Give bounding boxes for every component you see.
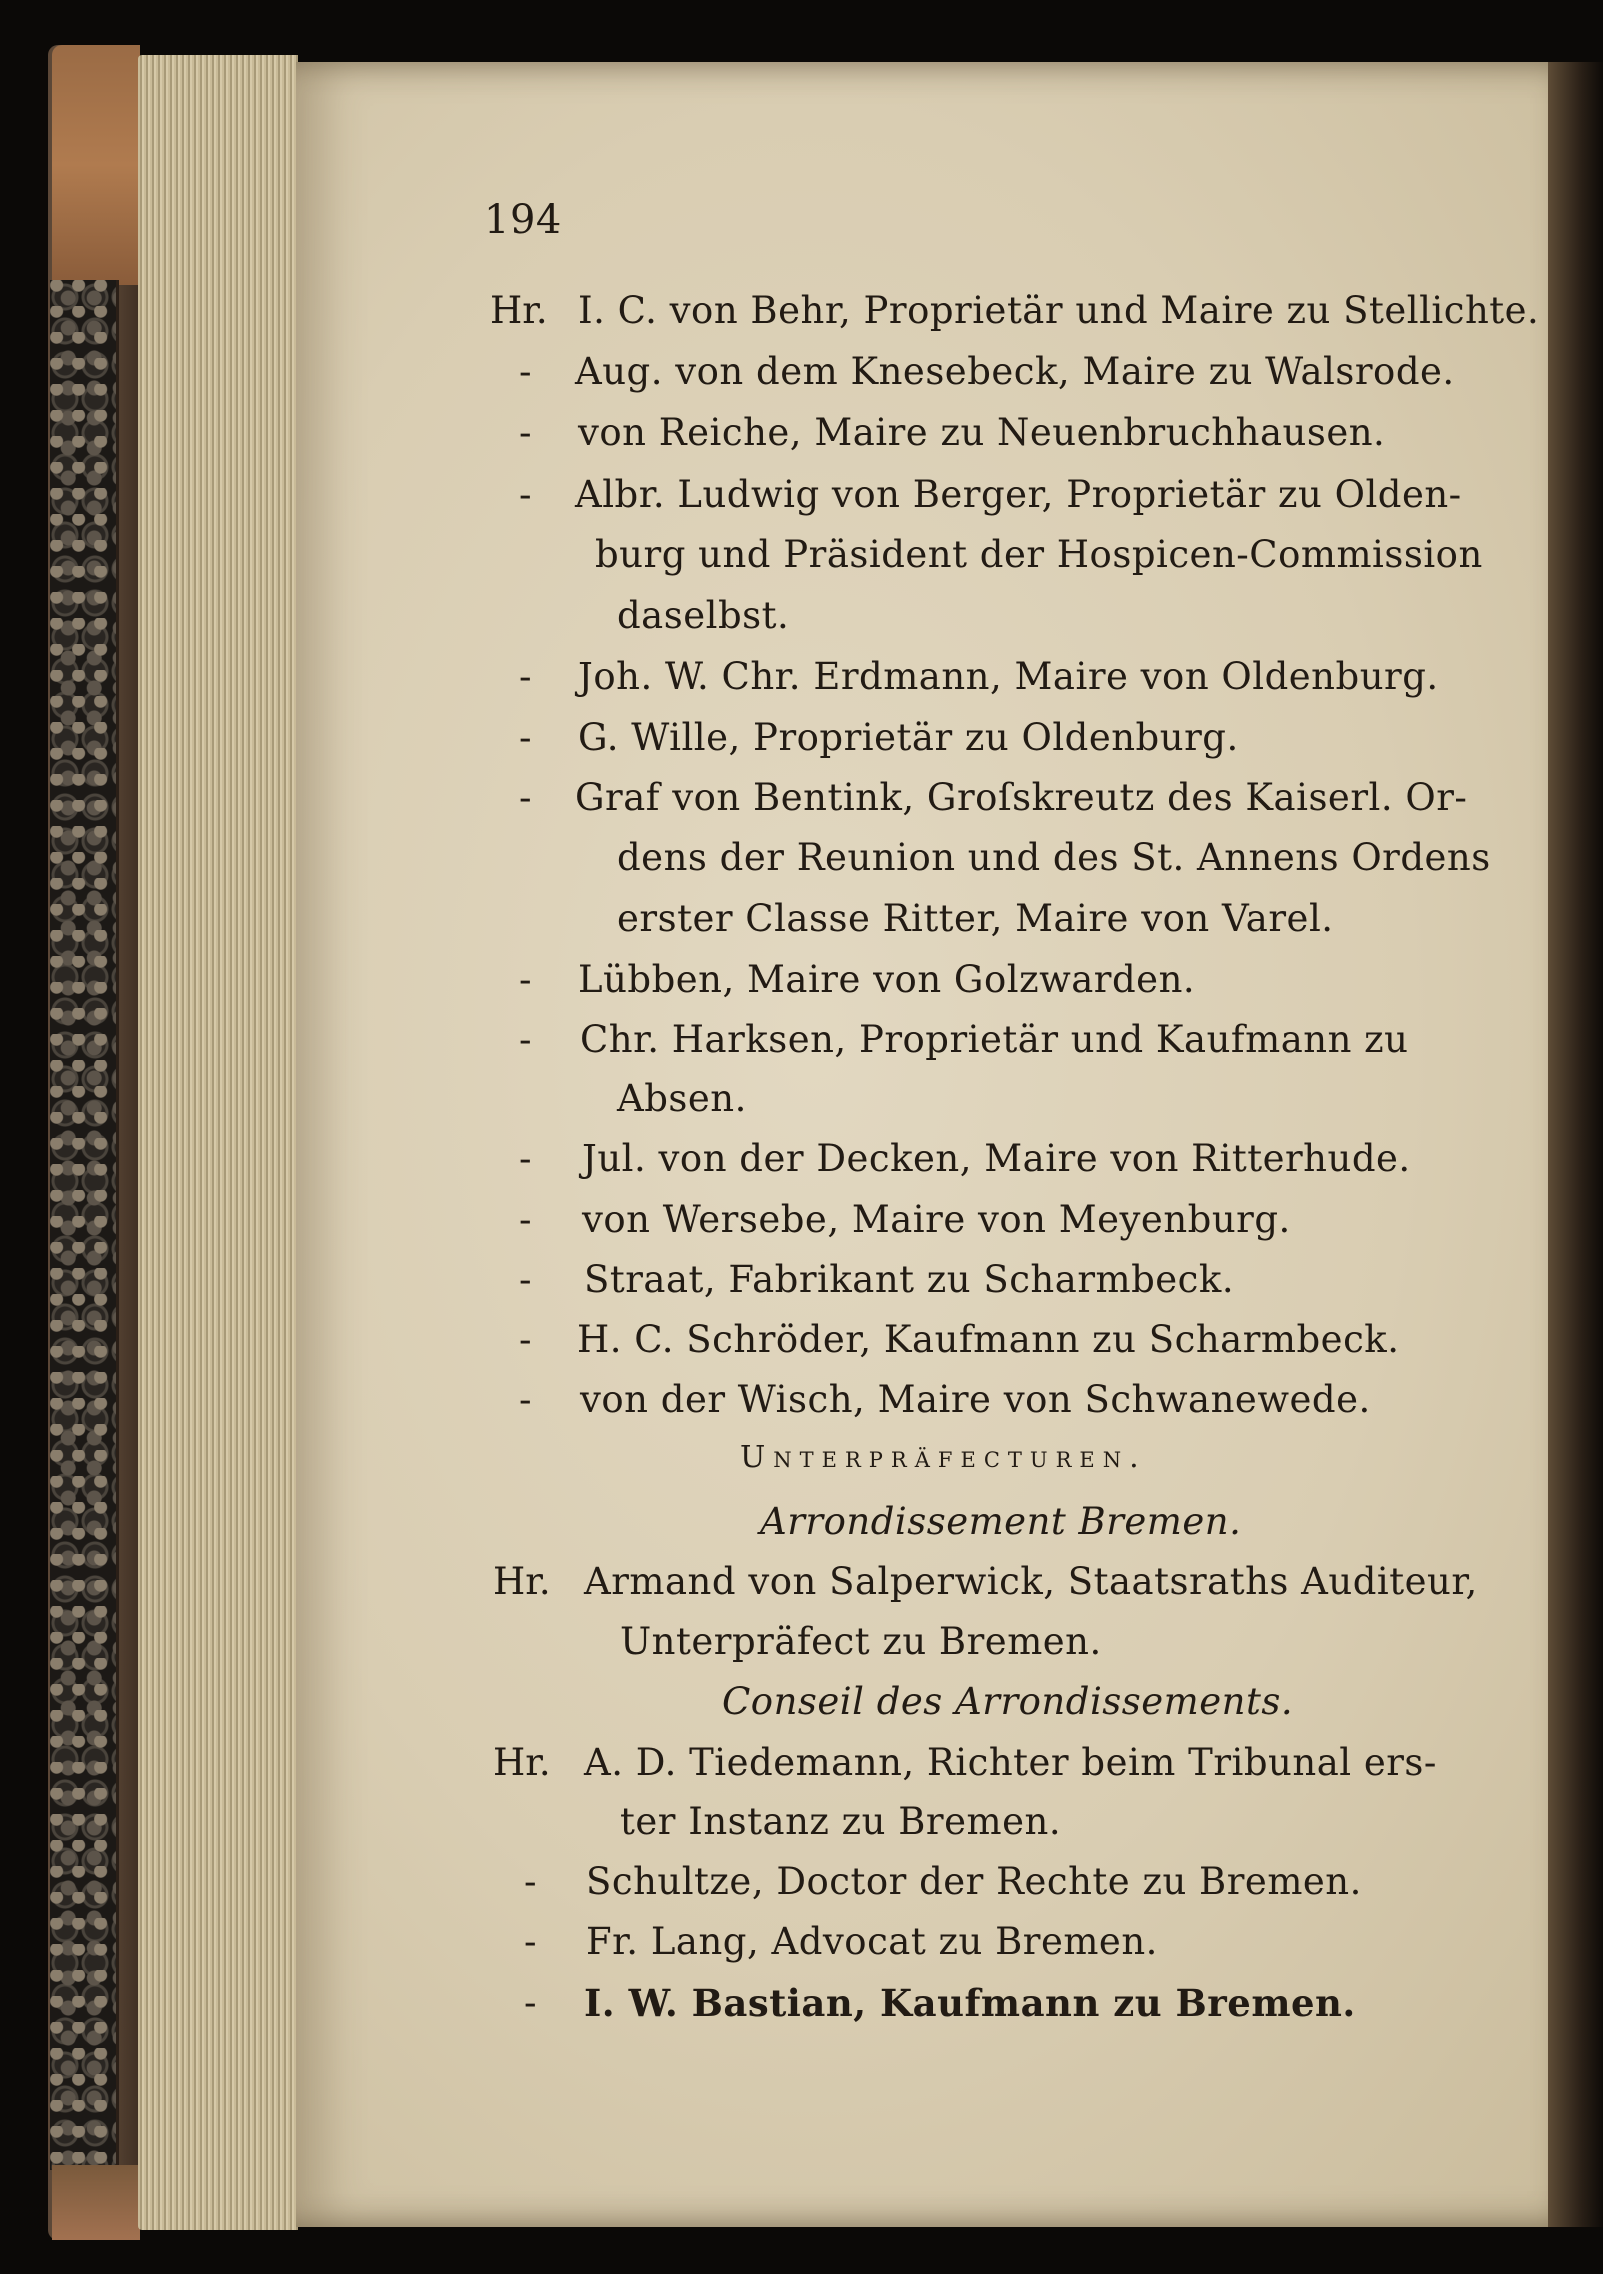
entry-prefix: Hr. [493, 1560, 551, 1603]
marbled-cover-paper [50, 280, 119, 2170]
entry-line: burg und Präsident der Hospicen-Commission [595, 533, 1483, 576]
entry-line: daselbst. [617, 594, 790, 637]
entry-line: Lübben, Maire von Golzwarden. [578, 958, 1196, 1001]
entry-line: von Reiche, Maire zu Neuenbruchhausen. [578, 411, 1386, 454]
entry-line: von der Wisch, Maire von Schwanewede. [580, 1378, 1371, 1421]
entry-line: H. C. Schröder, Kaufmann zu Scharmbeck. [577, 1318, 1400, 1361]
entry-prefix: - [519, 411, 532, 454]
leather-spine-bottom [52, 2165, 140, 2240]
entry-line: I. W. Bastian, Kaufmann zu Bremen. [584, 1981, 1356, 2025]
entry-line: Chr. Harksen, Proprietär und Kaufmann zu [580, 1018, 1409, 1061]
entry-prefix: - [524, 1920, 537, 1963]
entry-line: Albr. Ludwig von Berger, Proprietär zu Olden- [575, 473, 1462, 516]
section-heading: Unterpräfecturen. [740, 1440, 1147, 1475]
entry-prefix: - [519, 958, 532, 1001]
page-edges [138, 55, 298, 2230]
book-gutter [1548, 62, 1603, 2227]
entry-prefix: - [519, 473, 532, 516]
entry-line: G. Wille, Proprietär zu Oldenburg. [578, 716, 1239, 759]
entry-prefix: - [519, 655, 532, 698]
entry-line: Joh. W. Chr. Erdmann, Maire von Oldenburg. [578, 655, 1439, 698]
entry-line: I. C. von Behr, Proprietär und Maire zu Stellichte. [578, 289, 1540, 332]
entry-line: dens der Reunion und des St. Annens Ordens [617, 836, 1491, 879]
subheading-arrondissement: Arrondissement Bremen. [760, 1500, 1242, 1543]
entry-line: erster Classe Ritter, Maire von Varel. [617, 897, 1334, 940]
entry-line: Armand von Salperwick, Staatsraths Auditeur, [584, 1560, 1478, 1603]
entry-prefix: - [519, 716, 532, 759]
entry-prefix: - [524, 1981, 537, 2024]
entry-prefix: Hr. [493, 1741, 551, 1784]
entry-line: ter Instanz zu Bremen. [620, 1800, 1062, 1843]
entry-prefix: - [524, 1860, 537, 1903]
entry-prefix: - [519, 776, 532, 819]
leather-spine-top [52, 45, 140, 285]
entry-line: Schultze, Doctor der Rechte zu Bremen. [586, 1860, 1362, 1903]
entry-line: von Wersebe, Maire von Meyenburg. [582, 1198, 1291, 1241]
entry-prefix: - [519, 1198, 532, 1241]
entry-prefix: - [519, 1018, 532, 1061]
page-number: 194 [484, 197, 562, 243]
entry-line: Unterpräfect zu Bremen. [620, 1620, 1102, 1663]
subheading-conseil: Conseil des Arrondissements. [722, 1680, 1294, 1723]
entry-line: Aug. von dem Knesebeck, Maire zu Walsrode. [575, 350, 1455, 393]
entry-prefix: - [519, 1318, 532, 1361]
entry-line: Absen. [617, 1077, 747, 1120]
entry-line: Jul. von der Decken, Maire von Ritterhude. [582, 1137, 1411, 1180]
entry-prefix: - [519, 1258, 532, 1301]
entry-prefix: - [519, 1137, 532, 1180]
entry-prefix: - [519, 1378, 532, 1421]
entry-line: Fr. Lang, Advocat zu Bremen. [586, 1920, 1158, 1963]
entry-prefix: - [519, 350, 532, 393]
entry-prefix: Hr. [490, 289, 548, 332]
entry-line: A. D. Tiedemann, Richter beim Tribunal ers- [584, 1741, 1437, 1784]
entry-line: Straat, Fabrikant zu Scharmbeck. [584, 1258, 1235, 1301]
entry-line: Graf von Bentink, Groſskreutz des Kaiserl. Or- [575, 776, 1468, 819]
